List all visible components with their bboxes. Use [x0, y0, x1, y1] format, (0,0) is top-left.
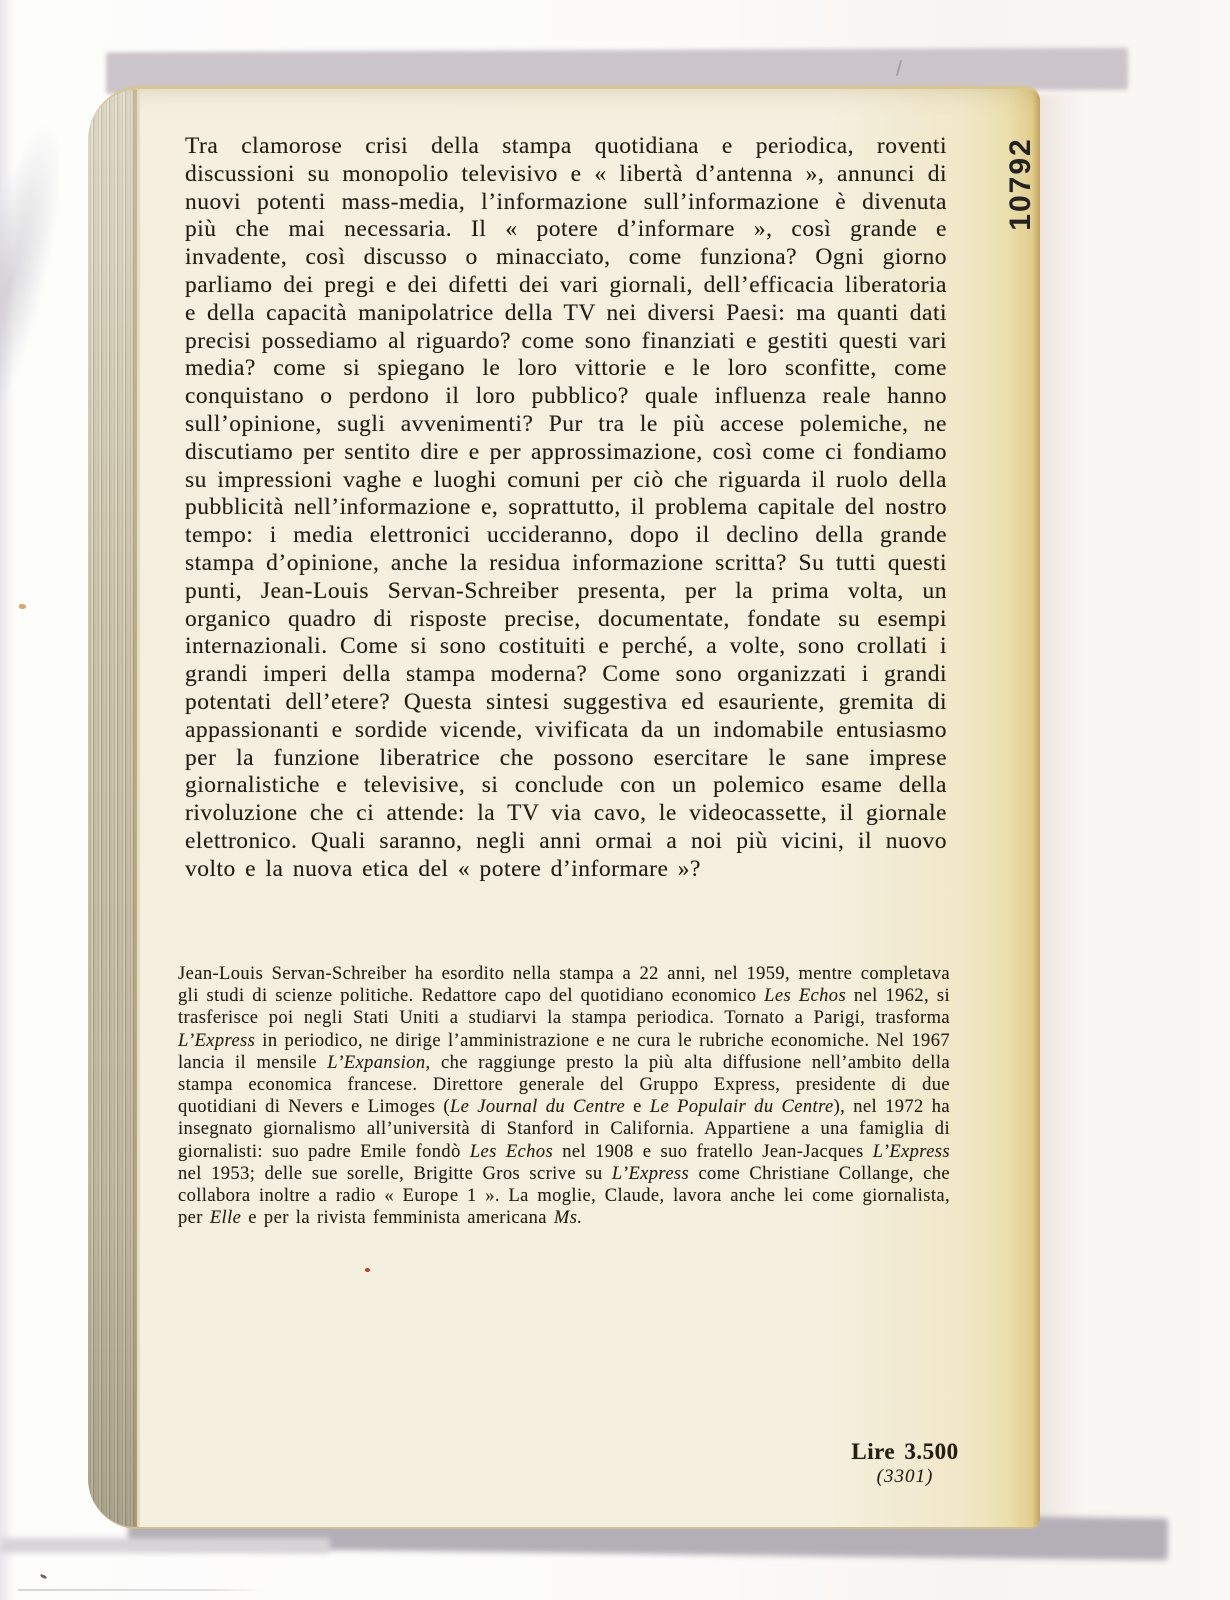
- ink-speck: [365, 1268, 370, 1272]
- scan-edge-line: [18, 1589, 263, 1591]
- price-block: [845, 1439, 965, 1488]
- price-label: Lire 3.500: [851, 1439, 959, 1464]
- author-bio: Jean-Louis Servan-Schreiber ha esordito nella stampa a 22 anni, nel 1959, mentre completava gli studi di scienze politiche. Redattore capo del quotidiano economico Les Echos nel 1962, si trasferisce poi negli Stati Uniti a studiarvi la stampa periodica. Tornato a Parigi, trasforma L’Express in periodico, ne dirige l’amministrazione e ne cura le rubriche economiche. Nel 1967 lancia il mensile L’Expansion, che raggiunge presto la più alta diffusione nell’ambito della stampa economica francese. Direttore generale del Gruppo Express, presidente di due quotidiani di Nevers e Limoges (Le Journal du Centre e Le Populair du Centre), nel 1972 ha insegnato giornalismo all’università di Stanford in California. Appartiene a una famiglia di giornalisti: suo padre Emile fondò Les Echos nel 1908 e suo fratello Jean-Jacques L’Express nel 1953; delle sue sorelle, Brigitte Gros scrive su L’Express come Christiane Collange, che collabora inoltre a radio « Europe 1 ». La moglie, Claude, lavora anche lei come giornalista, per Elle e per la rivista femminista americana Ms.: [178, 964, 950, 1229]
- catalog-number: 10792: [1004, 137, 1037, 231]
- page-edges: [88, 89, 140, 1527]
- dust-speck: [40, 1574, 48, 1580]
- book-shadow-right: [1038, 95, 1082, 1525]
- book-back-cover: [88, 86, 1040, 1529]
- blurb-paragraph: Tra clamorose crisi della stampa quotidiana e periodica, roventi discussioni su monopolio televisivo e « libertà d’antenna », annunci di nuovi potenti mass-media, l’informazione sull’informazione è divenuta più che mai necessaria. Il « potere d’informare », così grande e invadente, così discusso o minacciato, come funziona? Ogni giorno parliamo dei pregi e dei difetti dei vari giornali, dell’efficacia liberatoria e della capacità manipolatrice della TV nei diversi Paesi: ma quanti dati precisi possediamo al riguardo? come sono finanziati e gestiti questi vari media? come si spiegano le loro vittorie e le loro sconfitte, come conquistano o perdono il loro pubblico? quale influenza reale hanno sull’opinione, sugli avvenimenti? Pur tra le più accese polemiche, ne discutiamo per sentito dire e per approssimazione, così come ci fondiamo su impressioni vaghe e luoghi comuni per ciò che riguarda il ruolo della pubblicità nell’informazione e, soprattutto, il problema capitale del nostro tempo: i media elettronici uccideranno, dopo il declino della grande stampa d’opinione, anche la residua informazione scritta? Su tutti questi punti, Jean-Louis Servan-Schreiber presenta, per la prima volta, un organico quadro di risposte precise, documentate, fondate su esempi internazionali. Come si sono costituiti e perché, a volte, sono crollati i grandi imperi della stampa moderna? Come sono organizzati i grandi potentati dell’etere? Questa sintesi suggestiva ed esauriente, gremita di appassionanti e sordide vicende, vivificata da un indomabile entusiasmo per la funzione liberatrice che possono esercitare le sane imprese giornalistiche e televisive, si conclude con un polemico esame della rivoluzione che ci attende: la TV via cavo, le videocassette, il giornale elettronico. Quali saranno, negli anni ormai a noi più vicini, il nuovo volto e la nuova etica del « potere d’informare »?: [185, 133, 947, 882]
- paper-curl-shadow: [0, 116, 83, 453]
- book-shadow-bottom-faint: [0, 1538, 330, 1553]
- edition-number: (3301): [876, 1466, 934, 1487]
- dust-speck: [19, 604, 26, 609]
